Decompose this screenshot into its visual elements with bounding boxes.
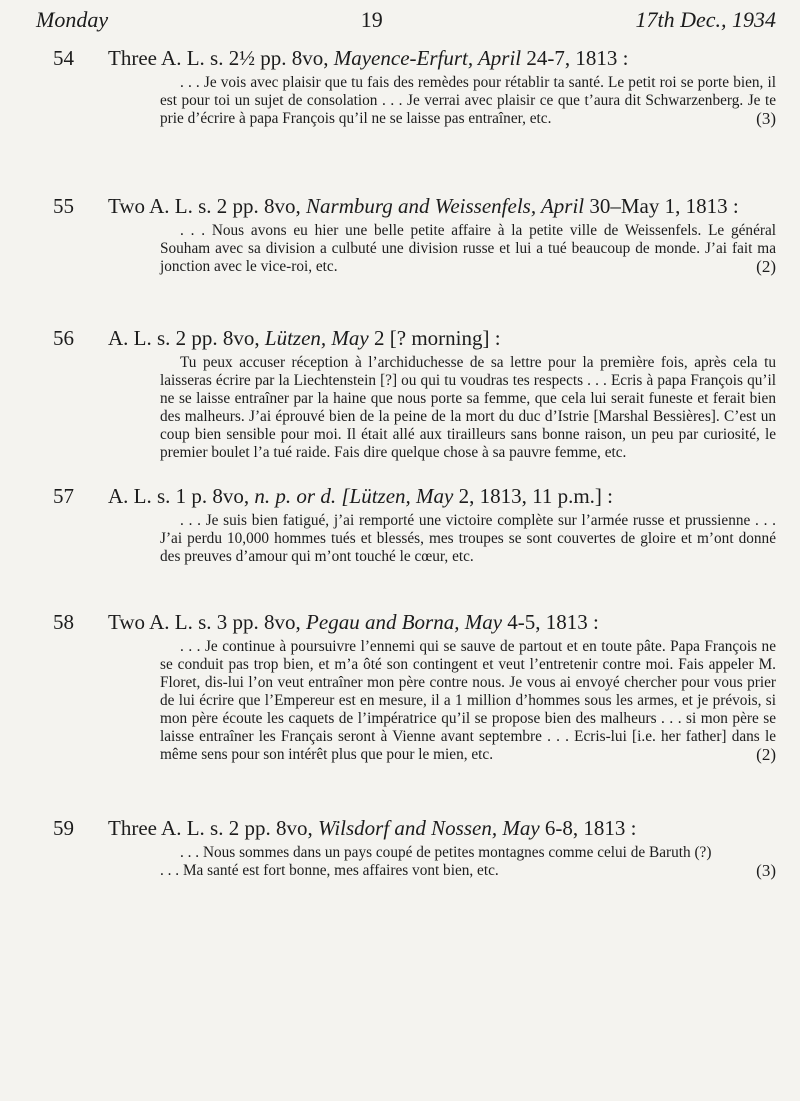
- lot-quote-text: . . . Ma santé est fort bonne, mes affaires vont bien, etc.: [160, 862, 499, 879]
- lot-description: Two A. L. s. 2 pp. 8vo,: [108, 194, 307, 218]
- lot-entry: [40, 324, 776, 462]
- lot-entry: [40, 482, 776, 566]
- lot-heading: [108, 324, 776, 352]
- lot-quote: [160, 512, 776, 566]
- lot-number: 57: [53, 484, 74, 508]
- lot-heading: [108, 482, 776, 510]
- lot-date: 2, 1813, 11 p.m.] :: [453, 484, 613, 508]
- running-head: [36, 6, 776, 34]
- lot-quote: [160, 638, 776, 764]
- lot-quote-text: . . . Je continue à poursuivre l’ennemi qui se sauve de partout et en toute pâte. Papa François ne se conduit pas trop bien, et m’a ôté son contingent et veut l’entretenir contre moi. Fais appeler M. Floret, dis-lui l’on veut entraîner mon père contre nous. Je vous ai envoyé chercher pour vous prier de lui écrire que l’Empereur est en mesure, il a 1 million d’hommes sous les armes, et je prévois, si mon père écoute les caquets de l’impératrice qu’il se propose bien des malheurs . . . si mon père se laisse entraîner les Français seront à Vienne avant septembre . . . Ecris-lui [i.e. her father] dans le même sens pour son intérêt plus que pour le mien, etc.: [160, 638, 776, 763]
- lot-quote: [160, 354, 776, 462]
- lot-place: Wilsdorf and Nossen, May: [317, 816, 540, 840]
- lot-number: 55: [53, 194, 74, 218]
- lot-number: 59: [53, 816, 74, 840]
- lot-body: [160, 638, 776, 764]
- lot-quote: [160, 74, 776, 128]
- lot-quote: [160, 844, 776, 862]
- lot-heading: [108, 192, 776, 220]
- lot-description: A. L. s. 1 p. 8vo,: [108, 484, 255, 508]
- lot-number: 58: [53, 610, 74, 634]
- lot-number: 54: [53, 46, 74, 70]
- lot-date: 6-8, 1813 :: [539, 816, 637, 840]
- lot-number: 56: [53, 326, 74, 350]
- lot-count: (2): [756, 745, 776, 764]
- running-head-day: Monday: [36, 7, 109, 32]
- lot-place: Lützen, May: [264, 326, 369, 350]
- lot-place: Pegau and Borna, May: [306, 610, 503, 634]
- lot-description: Three A. L. s. 2½ pp. 8vo,: [108, 46, 334, 70]
- lot-heading: [108, 608, 776, 636]
- running-head-date: 17th Dec., 1934: [635, 7, 776, 32]
- lot-date: 4-5, 1813 :: [502, 610, 599, 634]
- lot-quote: [160, 862, 776, 880]
- lot-date: 2 [? morning] :: [368, 326, 501, 350]
- lot-count: (3): [756, 861, 776, 880]
- lot-quote-text: . . . Nous sommes dans un pays coupé de petites montagnes comme celui de Baruth (?): [180, 844, 712, 861]
- lot-quote-text: . . . Je suis bien fatigué, j’ai remporté une victoire complète sur l’armée russe et prussienne . . . J’ai perdu 10,000 hommes tués et blessés, mes troupes se sont couvertes de gloire et m’ont donné des preuves d’amour qui m’ont touché le cœur, etc.: [160, 512, 776, 565]
- lot-place: n. p. or d. [Lützen, May: [254, 484, 454, 508]
- lot-entry: [40, 192, 776, 276]
- lot-quote: [160, 222, 776, 276]
- lot-body: [160, 222, 776, 276]
- lot-place: Narmburg and Weissenfels, April: [306, 194, 585, 218]
- lot-count: (3): [756, 109, 776, 128]
- lot-quote-text: . . . Nous avons eu hier une belle petite affaire à la petite ville de Weissenfels. Le général Souham avec sa division a culbuté une division russe et lui a tué beaucoup de monde. J’ai fait ma jonction avec le vice-roi, etc.: [160, 222, 776, 275]
- lot-entry: [40, 814, 776, 880]
- lot-count: (2): [756, 257, 776, 276]
- page-number: 19: [360, 7, 383, 32]
- lot-date: 30–May 1, 1813 :: [584, 194, 739, 218]
- lot-entry: [40, 608, 776, 764]
- lot-date: 24-7, 1813 :: [521, 46, 629, 70]
- lot-heading: [108, 44, 776, 72]
- lot-description: Three A. L. s. 2 pp. 8vo,: [108, 816, 318, 840]
- lot-description: Two A. L. s. 3 pp. 8vo,: [108, 610, 307, 634]
- lot-place: Mayence-Erfurt, April: [333, 46, 522, 70]
- lot-description: A. L. s. 2 pp. 8vo,: [108, 326, 265, 350]
- lot-body: [160, 844, 776, 880]
- lot-entry: [40, 44, 776, 128]
- lot-body: [160, 74, 776, 128]
- lot-body: [160, 512, 776, 566]
- lot-heading: [108, 814, 776, 842]
- lot-quote-text: . . . Je vois avec plaisir que tu fais des remèdes pour rétablir ta santé. Le petit roi se porte bien, il est pour toi un sujet de consolation . . . Je verrai avec plaisir ce que t’aura dit Schwarzenberg. Je te prie d’écrire à papa François qu’il ne se laisse pas entraîner, etc.: [160, 74, 776, 127]
- lot-body: [160, 354, 776, 462]
- lot-quote-text: Tu peux accuser réception à l’archiduchesse de sa lettre pour la première fois, après cela tu laisseras écrire par la Liechtenstein [?] ou qui tu voudras tes respects . . . Ecris à papa François qu’il ne se laisse entraîner par la haine que nous porte sa femme, que cela lui serait funeste et ferait bien des malheurs. J’ai éprouvé bien de la peine de la mort du duc d’Istrie [Marshal Bessières]. C’est un coup bien sensible pour moi. Il était allé aux tirailleurs sans bonne raison, un peu par curiosité, le premier boulet l’a tué raide. Fais dire quelque chose à sa pauvre femme, etc.: [160, 354, 776, 461]
